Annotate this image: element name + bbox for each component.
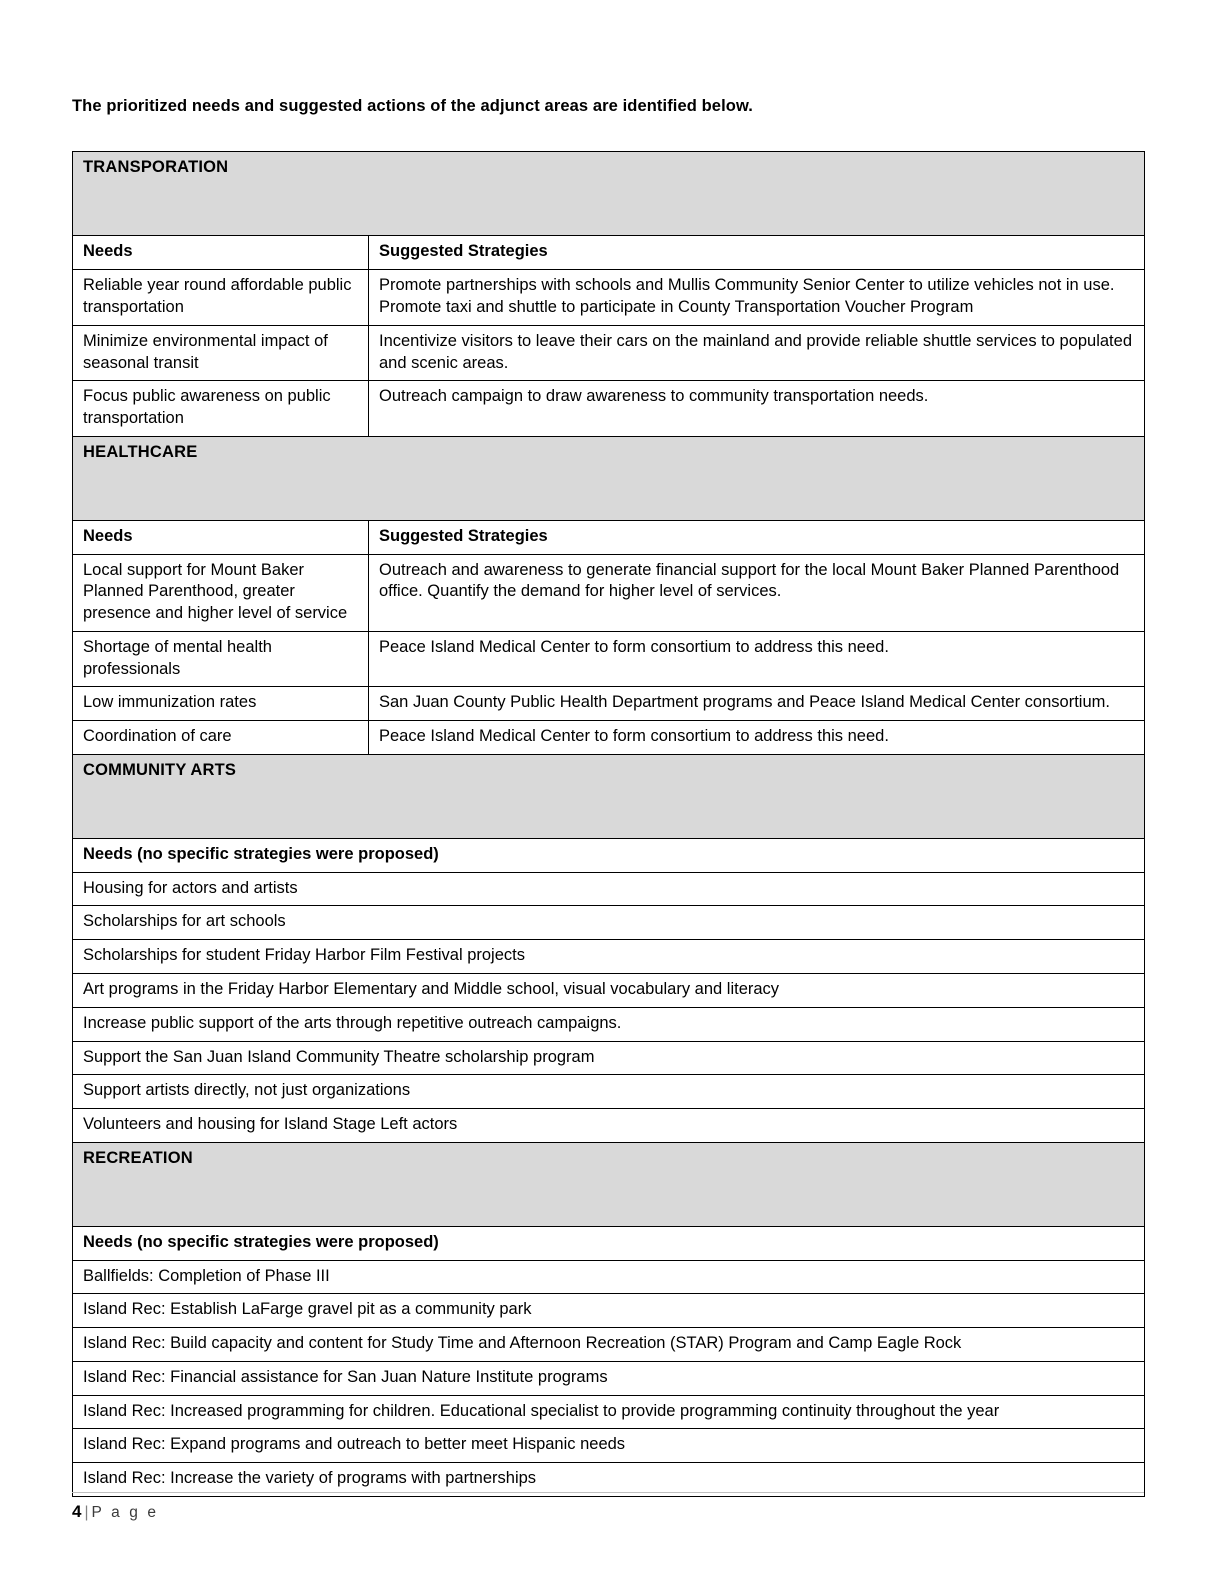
list-item: [73, 1294, 1145, 1328]
need-cell: Shortage of mental health professionals: [73, 631, 369, 687]
footer-separator: |: [84, 1504, 89, 1521]
need-cell: Volunteers and housing for Island Stage Left actors: [73, 1109, 1145, 1143]
column-header-row: [73, 520, 1145, 554]
section-header-healthcare: [73, 436, 1145, 520]
list-item: [73, 906, 1145, 940]
column-header-strategies: Suggested Strategies: [369, 236, 1145, 270]
footer-page-label: P a g e: [91, 1504, 159, 1521]
page-title: The prioritized needs and suggested actions of the adjunct areas are identified below.: [72, 97, 753, 115]
list-item: [73, 1395, 1145, 1429]
list-item: [73, 1361, 1145, 1395]
section-title: RECREATION: [73, 1142, 1145, 1226]
section-header-transporation: [73, 152, 1145, 236]
need-cell: Increase public support of the arts through repetitive outreach campaigns.: [73, 1007, 1145, 1041]
need-cell: Island Rec: Financial assistance for San Juan Nature Institute programs: [73, 1361, 1145, 1395]
table-row: [73, 270, 1145, 326]
table-row: [73, 631, 1145, 687]
need-cell: Reliable year round affordable public transportation: [73, 270, 369, 326]
need-cell: Island Rec: Increased programming for children. Educational specialist to provide programming continuity throughout the year: [73, 1395, 1145, 1429]
need-cell: Island Rec: Establish LaFarge gravel pit as a community park: [73, 1294, 1145, 1328]
footer-page-number: 4: [72, 1502, 82, 1521]
need-cell: Low immunization rates: [73, 687, 369, 721]
list-item: [73, 1260, 1145, 1294]
section-title: HEALTHCARE: [73, 436, 1145, 520]
need-cell: Coordination of care: [73, 721, 369, 755]
list-item: [73, 1007, 1145, 1041]
need-cell: Support artists directly, not just organizations: [73, 1075, 1145, 1109]
need-cell: Minimize environmental impact of seasonal transit: [73, 325, 369, 381]
column-header-strategies: Suggested Strategies: [369, 520, 1145, 554]
section-header-recreation: [73, 1142, 1145, 1226]
list-item: [73, 1429, 1145, 1463]
need-cell: Ballfields: Completion of Phase III: [73, 1260, 1145, 1294]
strategy-cell: Outreach and awareness to generate financial support for the local Mount Baker Planned Parenthood office. Quantify the demand for higher level of services.: [369, 554, 1145, 631]
list-item: [73, 872, 1145, 906]
needs-and-strategies-table: [72, 151, 1145, 1497]
strategy-cell: Promote partnerships with schools and Mullis Community Senior Center to utilize vehicles not in use. Promote taxi and shuttle to participate in County Transportation Voucher Program: [369, 270, 1145, 326]
need-cell: Focus public awareness on public transportation: [73, 381, 369, 437]
page-footer: [72, 1492, 1144, 1522]
table-row: [73, 687, 1145, 721]
strategy-cell: Peace Island Medical Center to form consortium to address this need.: [369, 721, 1145, 755]
strategy-cell: Peace Island Medical Center to form consortium to address this need.: [369, 631, 1145, 687]
table-row: [73, 721, 1145, 755]
need-cell: Local support for Mount Baker Planned Parenthood, greater presence and higher level of service: [73, 554, 369, 631]
need-cell: Island Rec: Build capacity and content for Study Time and Afternoon Recreation (STAR) Program and Camp Eagle Rock: [73, 1328, 1145, 1362]
need-cell: Scholarships for art schools: [73, 906, 1145, 940]
column-header-row: [73, 838, 1145, 872]
list-item: [73, 973, 1145, 1007]
strategy-cell: Incentivize visitors to leave their cars on the mainland and provide reliable shuttle services to populated and scenic areas.: [369, 325, 1145, 381]
need-cell: Housing for actors and artists: [73, 872, 1145, 906]
need-cell: Scholarships for student Friday Harbor Film Festival projects: [73, 940, 1145, 974]
need-cell: Support the San Juan Island Community Theatre scholarship program: [73, 1041, 1145, 1075]
list-item: [73, 1041, 1145, 1075]
column-header-row: [73, 236, 1145, 270]
section-header-community-arts: [73, 754, 1145, 838]
list-item: [73, 940, 1145, 974]
column-header-needs: Needs: [73, 236, 369, 270]
need-cell: Island Rec: Expand programs and outreach to better meet Hispanic needs: [73, 1429, 1145, 1463]
table-row: [73, 381, 1145, 437]
section-title: COMMUNITY ARTS: [73, 754, 1145, 838]
need-cell: Art programs in the Friday Harbor Elementary and Middle school, visual vocabulary and literacy: [73, 973, 1145, 1007]
list-item: [73, 1109, 1145, 1143]
list-item: [73, 1328, 1145, 1362]
section-title: TRANSPORATION: [73, 152, 1145, 236]
list-item: [73, 1075, 1145, 1109]
table-row: [73, 554, 1145, 631]
column-header-needs-only: Needs (no specific strategies were proposed): [73, 1226, 1145, 1260]
column-header-needs: Needs: [73, 520, 369, 554]
column-header-row: [73, 1226, 1145, 1260]
need-cell: Island Rec: Increase the variety of programs with partnerships: [73, 1463, 1145, 1497]
strategy-cell: San Juan County Public Health Department programs and Peace Island Medical Center consortium.: [369, 687, 1145, 721]
strategy-cell: Outreach campaign to draw awareness to community transportation needs.: [369, 381, 1145, 437]
column-header-needs-only: Needs (no specific strategies were proposed): [73, 838, 1145, 872]
table-row: [73, 325, 1145, 381]
